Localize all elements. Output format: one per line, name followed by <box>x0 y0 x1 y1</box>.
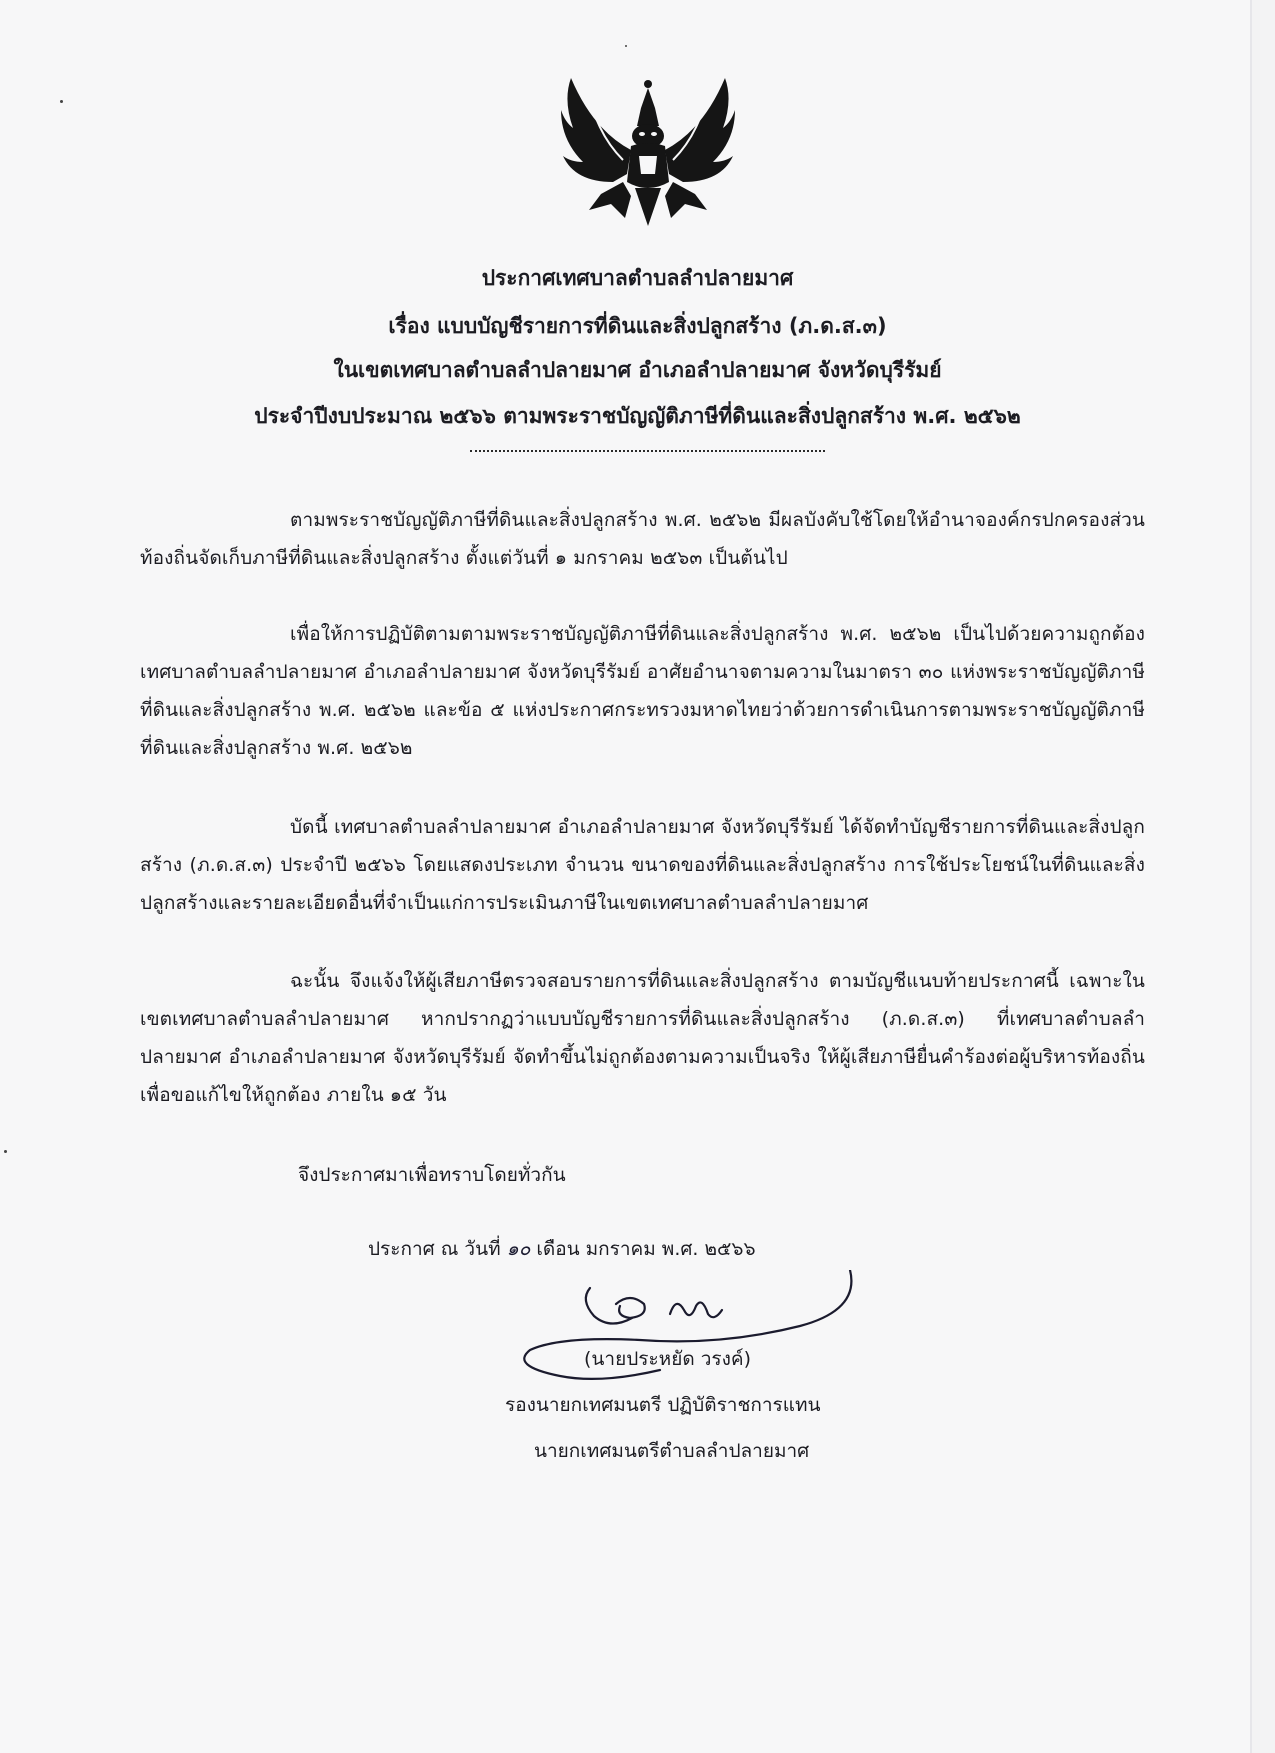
scan-speck <box>60 100 63 103</box>
dateline <box>368 1230 756 1268</box>
dateline-suffix: เดือน มกราคม พ.ศ. ๒๕๖๖ <box>536 1238 756 1260</box>
paragraph-3-text: บัดนี้ เทศบาลตำบลลำปลายมาศ อำเภอลำปลายมาศ จังหวัดบุรีรัมย์ ได้จัดทำบัญชีรายการที่ดินและสิ่งปลูกสร้าง (ภ.ด.ส.๓) ประจำปี ๒๕๖๖ โดยแสดงประเภท จำนวน ขนาดของที่ดินและสิ่งปลูกสร้าง การใช้ประโยชน์ในที่ดินและสิ่งปลูกสร้างและรายละเอียดอื่นที่จำเป็นแก่การประเมินภาษีในเขตเทศบาลตำบลลำปลายมาศ <box>140 816 1145 914</box>
paragraph-1 <box>140 501 1145 577</box>
announcement-subject: เรื่อง แบบบัญชีรายการที่ดินและสิ่งปลูกสร้าง (ภ.ด.ส.๓) <box>388 314 887 338</box>
paragraph-2-text: เพื่อให้การปฏิบัติตามตามพระราชบัญญัติภาษีที่ดินและสิ่งปลูกสร้าง พ.ศ. ๒๕๖๒ เป็นไปด้วยความถูกต้อง เทศบาลตำบลลำปลายมาศ อำเภอลำปลายมาศ จังหวัดบุรีรัมย์ อาศัยอำนาจตามความในมาตรา ๓๐ แห่งพระราชบัญญัติภาษีที่ดินและสิ่งปลูกสร้าง พ.ศ. ๒๕๖๒ และข้อ ๕ แห่งประกาศกระทรวงมหาดไทยว่าด้วยการดำเนินการตามพระราชบัญญัติภาษีที่ดินและสิ่งปลูกสร้าง พ.ศ. ๒๕๖๒ <box>140 623 1145 759</box>
announcement-fiscal-year: ประจำปีงบประมาณ ๒๕๖๖ ตามพระราชบัญญัติภาษีที่ดินและสิ่งปลูกสร้าง พ.ศ. ๒๕๖๒ <box>254 404 1021 428</box>
paragraph-2 <box>140 615 1145 767</box>
paragraph-4-text: ฉะนั้น จึงแจ้งให้ผู้เสียภาษีตรวจสอบรายการที่ดินและสิ่งปลูกสร้าง ตามบัญชีแนบท้ายประกาศนี้ เฉพาะในเขตเทศบาลตำบลลำปลายมาศ หากปรากฏว่าแบบบัญชีรายการที่ดินและสิ่งปลูกสร้าง (ภ.ด.ส.๓) ที่เทศบาลตำบลลำปลายมาศ อำเภอลำปลายมาศ จังหวัดบุรีรัมย์ จัดทำขึ้นไม่ถูกต้องตามความเป็นจริง ให้ผู้เสียภาษียื่นคำร้องต่อผู้บริหารท้องถิ่นเพื่อขอแก้ไขให้ถูกต้อง ภายใน ๑๕ วัน <box>140 970 1145 1106</box>
closing-statement: จึงประกาศมาเพื่อทราบโดยทั่วกัน <box>298 1164 566 1186</box>
paragraph-1-text: ตามพระราชบัญญัติภาษีที่ดินและสิ่งปลูกสร้าง พ.ศ. ๒๕๖๒ มีผลบังคับใช้โดยให้อำนาจองค์กรปกครองส่วนท้องถิ่นจัดเก็บภาษีที่ดินและสิ่งปลูกสร้าง ตั้งแต่วันที่ ๑ มกราคม ๒๕๖๓ เป็นต้นไป <box>140 509 1145 569</box>
announcement-area: ในเขตเทศบาลตำบลลำปลายมาศ อำเภอลำปลายมาศ จังหวัดบุรีรัมย์ <box>333 358 942 382</box>
paragraph-4 <box>140 962 1145 1114</box>
dateline-day: ๑๐ <box>506 1238 531 1260</box>
signatory-title: รองนายกเทศมนตรี ปฏิบัติราชการแทน <box>505 1394 821 1416</box>
scan-speck <box>625 45 627 47</box>
garuda-emblem-icon <box>553 70 743 230</box>
scan-speck <box>4 1150 7 1153</box>
signatory-name: (นายประหยัด วรงค์) <box>584 1348 751 1370</box>
signatory-position: นายกเทศมนตรีตำบลลำปลายมาศ <box>534 1440 810 1462</box>
dateline-prefix: ประกาศ ณ วันที่ <box>368 1238 501 1260</box>
paragraph-3 <box>140 808 1145 922</box>
announcement-title: ประกาศเทศบาลตำบลลำปลายมาศ <box>481 266 794 290</box>
dotted-divider <box>470 450 825 452</box>
